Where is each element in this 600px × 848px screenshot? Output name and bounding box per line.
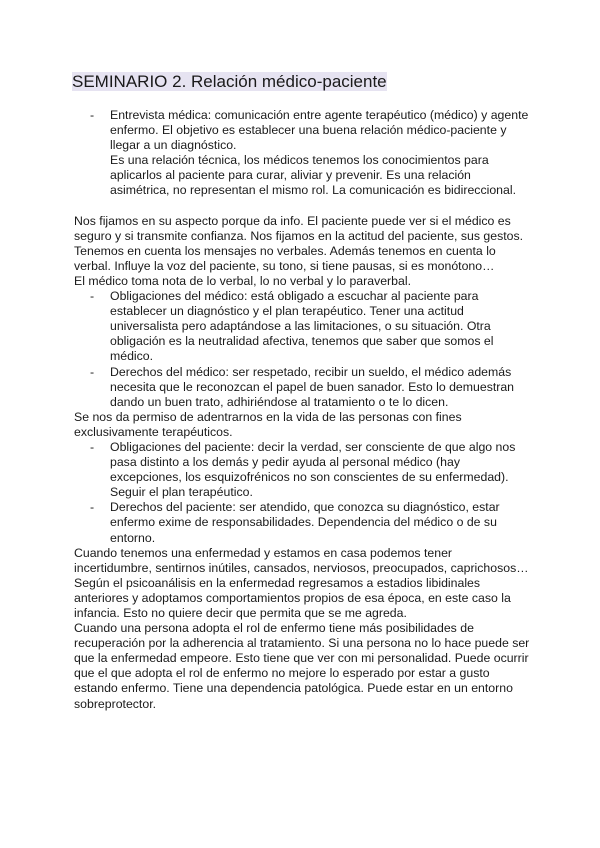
list-item-text: Derechos del paciente: ser atendido, que conozca su diagnóstico, estar enfermo exime de responsabilidades. Dependencia del médico o de su entorno. <box>110 500 500 545</box>
list-item <box>74 440 530 500</box>
list-item-text: Obligaciones del médico: está obligado a escuchar al paciente para establecer un diagnóstico y el plan terapéutico. Tener una actitud universalista pero adaptándose a las limitaciones, o su situación. Otra obligación es la neutralidad afectiva, tenemos que saber que somos el médico. <box>110 289 494 364</box>
list-medico <box>74 289 530 410</box>
list-item-continuation: Es una relación técnica, los médicos tenemos los conocimientos para aplicarlos al paciente para curar, aliviar y prevenir. Es una relación asimétrica, no representan el mismo rol. La comunicación es bidireccional. <box>110 153 516 198</box>
page-title <box>72 72 389 92</box>
paragraph-permiso: Se nos da permiso de adentrarnos en la vida de las personas con fines exclusivamente terapéuticos. <box>74 409 462 439</box>
paragraph-enfermedad: Cuando tenemos una enfermedad y estamos en casa podemos tener incertidumbre, sentirnos inútiles, cansados, nerviosos, preocupados, caprichosos… Según el psicoanálisis en la enfermedad regresamos a estadios libidinales anteriores y adoptamos comportamientos propios de esa época, en este caso la infancia. Esto no quiere decir que permita que se me agreda. <box>74 545 529 620</box>
list-entrevista <box>74 108 530 199</box>
dash-bullet-icon: - <box>90 500 95 515</box>
dash-bullet-icon: - <box>90 108 95 122</box>
dash-bullet-icon: - <box>90 439 95 454</box>
blank-line <box>74 199 530 214</box>
dash-bullet-icon: - <box>90 289 95 304</box>
title-highlight: SEMINARIO 2. Relación médico-paciente <box>72 72 387 91</box>
list-item <box>74 500 530 545</box>
list-paciente <box>74 440 530 546</box>
paragraph-nota: El médico toma nota de lo verbal, lo no verbal y lo paraverbal. <box>74 273 411 288</box>
paragraph-rol-enfermo: Cuando una persona adopta el rol de enfermo tiene más posibilidades de recuperación por la adherencia al tratamiento. Si una persona no lo hace puede ser que la enfermedad empeore. Esto tiene que ver con mi personalidad. Puede ocurrir que el que adopta el rol de enfermo no mejore lo esperado por estar a gusto estando enfermo. Tiene una dependencia patológica. Puede estar en un entorno sobreprotector. <box>74 621 530 711</box>
dash-bullet-icon: - <box>90 364 95 379</box>
list-item <box>74 108 530 199</box>
list-item <box>74 365 530 410</box>
document-body <box>74 108 530 712</box>
list-item-text: Entrevista médica: comunicación entre agente terapéutico (médico) y agente enfermo. El objetivo es establecer una buena relación médico-paciente y llegar a un diagnóstico. <box>110 108 529 153</box>
list-item-text: Obligaciones del paciente: decir la verdad, ser consciente de que algo nos pasa distinto a los demás y pedir ayuda al personal médico (hay excepciones, los esquizofrénicos no son conscientes de su enfermedad). Seguir el plan terapéutico. <box>110 439 516 500</box>
list-item-text: Derechos del médico: ser respetado, recibir un sueldo, el médico además necesita que le reconozcan el papel de buen sanador. Esto lo demuestran dando un buen trato, adhiriéndose al tratamiento o te lo dicen. <box>110 364 515 409</box>
list-item <box>74 289 530 364</box>
paragraph-aspecto: Nos fijamos en su aspecto porque da info. El paciente puede ver si el médico es seguro y si transmite confianza. Nos fijamos en la actitud del paciente, sus gestos. Tenemos en cuenta los mensajes no verbales. Además tenemos en cuenta lo verbal. Influye la voz del paciente, su tono, si tiene pausas, si es monótono… <box>74 213 524 273</box>
